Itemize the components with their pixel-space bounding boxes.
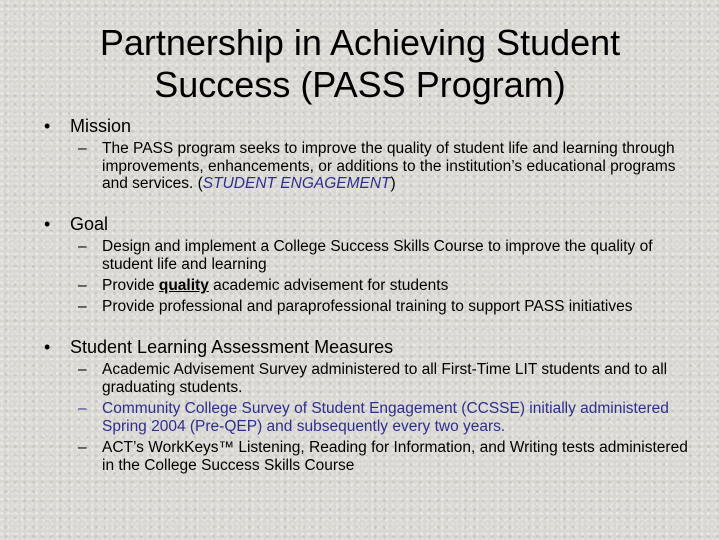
bullet-mission <box>44 115 131 137</box>
mission-heading: Mission <box>70 116 132 136</box>
bullet-marker: • <box>44 116 51 136</box>
goal-item-1 <box>78 238 688 273</box>
goal-heading: Goal <box>70 214 109 234</box>
goal-item-2-post: academic advisement for students <box>208 277 449 294</box>
measures-item-3-text: ACT’s WorkKeys™ Listening, Reading for Information, and Writing tests administered in the College Success Skills Course <box>102 439 688 474</box>
dash-marker: – <box>78 140 87 157</box>
measures-item-3 <box>78 439 688 474</box>
goal-item-2-pre: Provide <box>102 277 159 294</box>
slide-title <box>40 22 680 106</box>
measures-item-1-text: Academic Advisement Survey administered to all First-Time LIT students and to all graduating students. <box>102 361 668 396</box>
title-line-2: Success (PASS Program) <box>154 64 566 105</box>
bullet-measures <box>44 336 393 358</box>
measures-item-1 <box>78 361 688 396</box>
dash-marker: – <box>78 400 87 417</box>
goal-item-2-emphasis: quality <box>158 277 209 294</box>
bullet-marker: • <box>44 337 51 357</box>
measures-item-2 <box>78 400 688 435</box>
measures-item-2-text: Community College Survey of Student Engagement (CCSSE) initially administered Spring 2004 (Pre-QEP) and subsequently every two years. <box>102 400 669 435</box>
mission-item <box>78 140 688 193</box>
dash-marker: – <box>78 238 87 255</box>
mission-text: The PASS program seeks to improve the quality of student life and learning through improvements, enhancements, or additions to the institution’s educational programs and services. ( <box>102 140 676 192</box>
goal-item-1-text: Design and implement a College Success Skills Course to improve the quality of student life and learning <box>102 238 653 273</box>
dash-marker: – <box>78 439 87 456</box>
dash-marker: – <box>78 361 87 378</box>
dash-marker: – <box>78 277 87 294</box>
goal-item-2 <box>78 277 688 295</box>
dash-marker: – <box>78 298 87 315</box>
mission-emphasis: STUDENT ENGAGEMENT <box>202 175 391 192</box>
bullet-goal <box>44 213 108 235</box>
measures-heading: Student Learning Assessment Measures <box>70 337 394 357</box>
title-line-1: Partnership in Achieving Student <box>99 22 621 63</box>
goal-item-3-text: Provide professional and paraprofessional training to support PASS initiatives <box>102 298 633 315</box>
goal-item-3 <box>78 298 688 316</box>
mission-close-paren: ) <box>390 175 396 192</box>
bullet-marker: • <box>44 214 51 234</box>
